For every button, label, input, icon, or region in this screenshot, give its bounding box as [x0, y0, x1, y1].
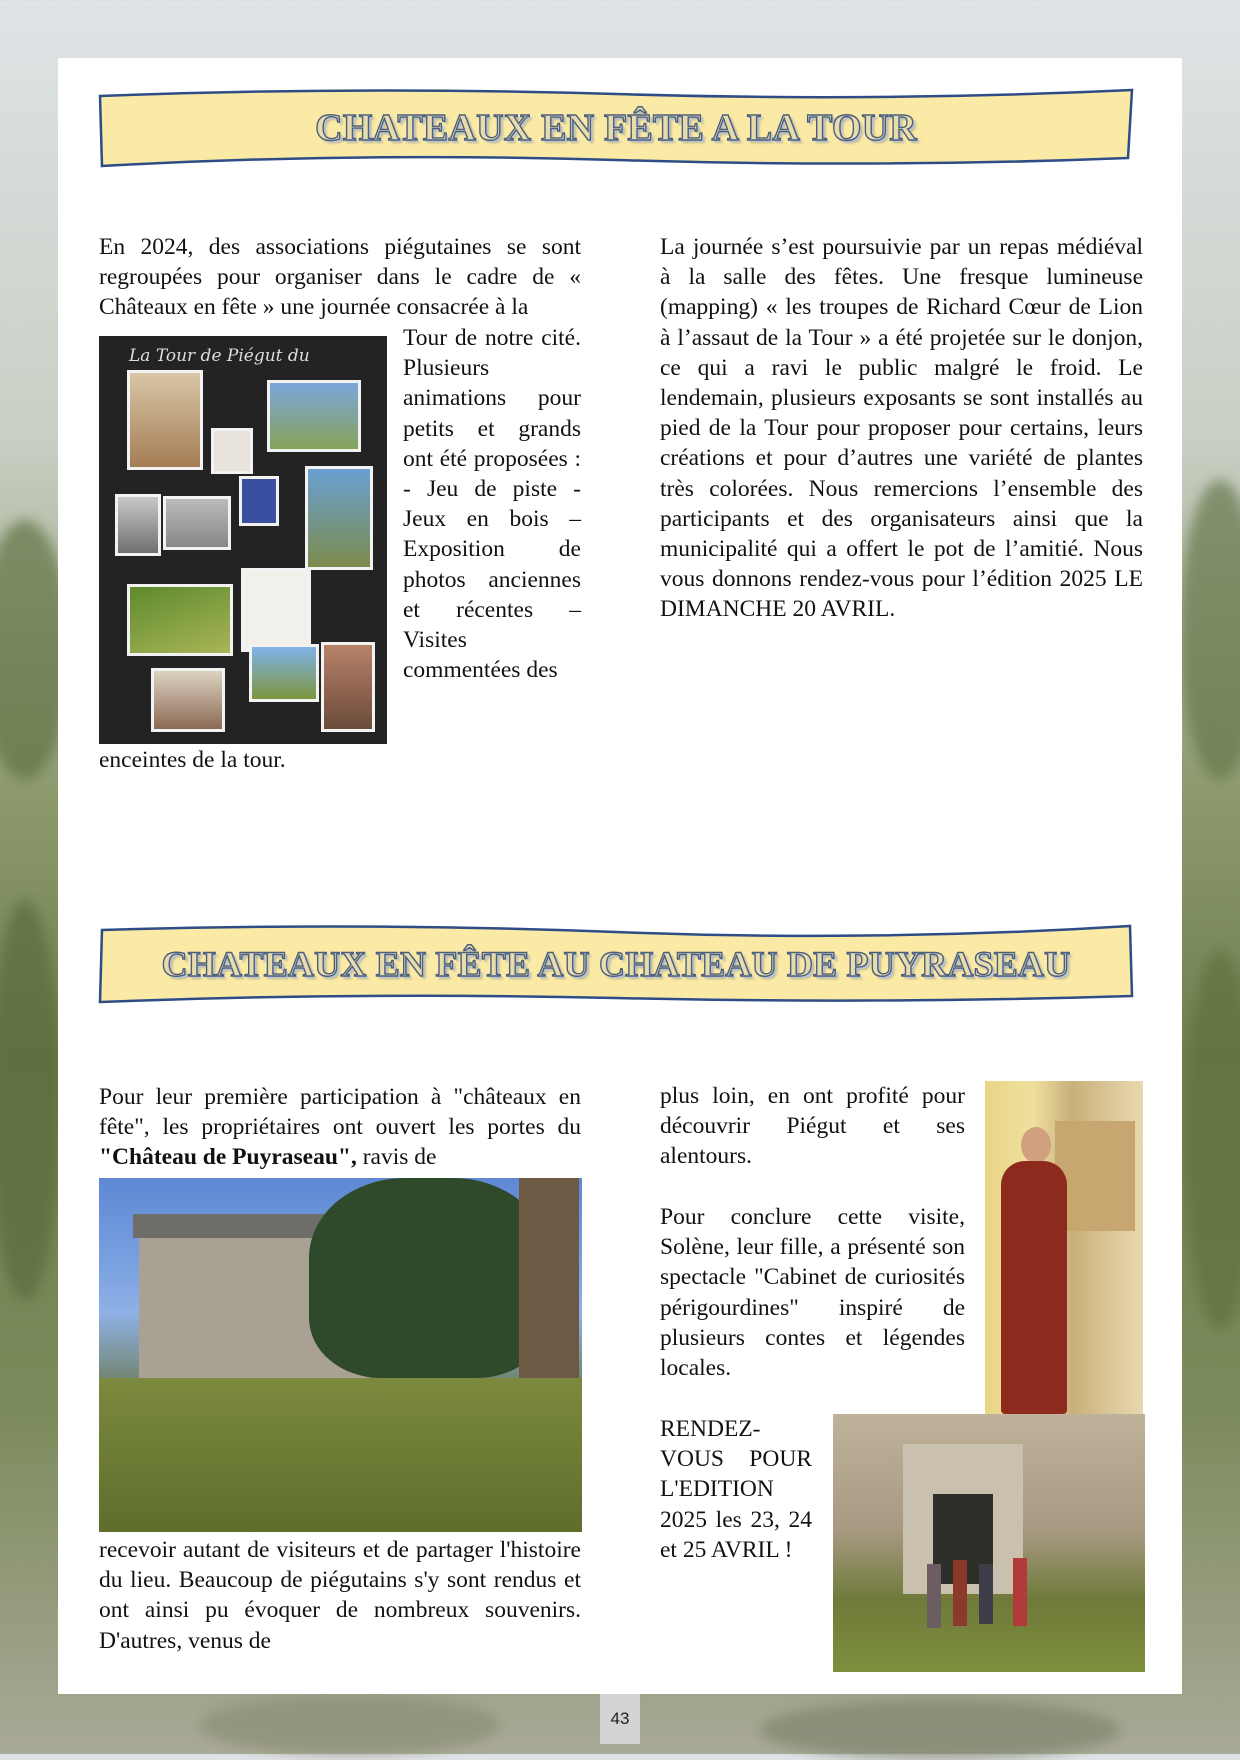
section-2-banner — [98, 924, 1134, 1004]
chateau-name: "Château de Puyraseau", — [99, 1144, 357, 1171]
page-number: 43 — [600, 1694, 640, 1744]
person — [927, 1564, 941, 1628]
board-photo-tower-small — [249, 644, 319, 702]
person — [979, 1564, 993, 1624]
board-photo-tower-color — [267, 380, 361, 452]
exhibition-board-photo — [99, 336, 387, 744]
section-1-wrap-text: Tour de notre cité. Plusieurs animations pour petits et grands ont été proposées : - Jeu de piste - Jeux en bois – Exposition de photos anciennes et récentes – Visites commentées des — [403, 325, 581, 684]
performer-head — [1021, 1127, 1051, 1163]
board-photo-drawing — [241, 568, 311, 652]
performer-photo — [985, 1081, 1143, 1414]
background-tree — [200, 1695, 500, 1755]
section-1-title: CHATEAUX EN FÊTE A LA TOUR — [315, 107, 917, 149]
owners-group-photo — [833, 1414, 1145, 1672]
board-caption: La Tour de Piégut du — [129, 346, 310, 366]
section-2-intro-a: Pour leur première participation à "châteaux en fête", les propriétaires ont ouvert les portes du — [99, 1084, 581, 1141]
chateau-puyraseau-photo — [99, 1178, 582, 1532]
board-photo-tower-sepia — [127, 370, 203, 470]
board-photo-bw — [115, 494, 161, 556]
background-tree — [760, 1700, 1120, 1760]
board-photo-bw-2 — [163, 496, 231, 550]
coat-of-arms — [239, 476, 279, 526]
board-photo-aerial — [127, 584, 233, 656]
background-tree — [1180, 480, 1240, 780]
section-2-intro — [99, 1082, 581, 1173]
person — [1013, 1558, 1027, 1626]
performer-robe — [1001, 1161, 1067, 1414]
section-2-title: CHATEAUX EN FÊTE AU CHATEAU DE PUYRASEAU — [161, 944, 1071, 984]
background-tree — [1185, 950, 1240, 1330]
section-1-banner — [98, 88, 1134, 168]
rendez-vous-text: RENDEZ-VOUS POUR L'EDITION 2025 les 23, 24 et 25 AVRIL ! — [660, 1416, 812, 1563]
section-1-intro: En 2024, des associations piégutaines se sont regroupées pour organiser dans le cadre de « Châteaux en fête » une journée consacrée à la — [99, 234, 581, 321]
cedar-tree — [309, 1178, 549, 1378]
section-2-after-text: recevoir autant de visiteurs et de partager l'histoire du lieu. Beaucoup de piégutains s'y sont rendus et ont ainsi pu évoquer de nombreux souvenirs. D'autres, venus de — [99, 1537, 581, 1654]
section-1-end-text: enceintes de la tour. — [99, 747, 286, 773]
section-2-intro-b: ravis de — [356, 1144, 437, 1171]
section-1-right-text: La journée s’est poursuivie par un repas médiéval à la salle des fêtes. Une fresque lumineuse (mapping) « les troupes de Richard Cœur de Lion à l’assaut de la Tour » a été projetée sur le donjon, ce qui a ravi le public malgré le froid. Le lendemain, plusieurs exposants se sont installés au pied de la Tour pour proposer pour certains, leurs créations et pour d’autres une variété de plantes très colorées. Nous remercions l’ensemble des participants et des organisateurs ainsi que la municipalité qui a offert le pot de l’amitié. Nous vous donnons rendez-vous pour l’édition 2025 LE DIMANCHE 20 AVRIL. — [660, 234, 1143, 623]
lawn — [99, 1378, 582, 1532]
board-photo-red — [321, 642, 375, 732]
board-photo-tower-tall — [305, 466, 373, 570]
board-photo-small — [211, 428, 253, 474]
section-2-right-p1: plus loin, en ont profité pour découvrir Piégut et ses alentours. — [660, 1083, 965, 1170]
section-2-right-p2: Pour conclure cette visite, Solène, leur fille, a présenté son spectacle "Cabinet de curiosités périgourdines" inspiré de plusieurs contes et légendes locales. — [660, 1204, 965, 1382]
person — [953, 1560, 967, 1626]
board-photo-ruin — [151, 668, 225, 732]
background-tree — [0, 900, 60, 1300]
wall-board — [1055, 1121, 1135, 1231]
